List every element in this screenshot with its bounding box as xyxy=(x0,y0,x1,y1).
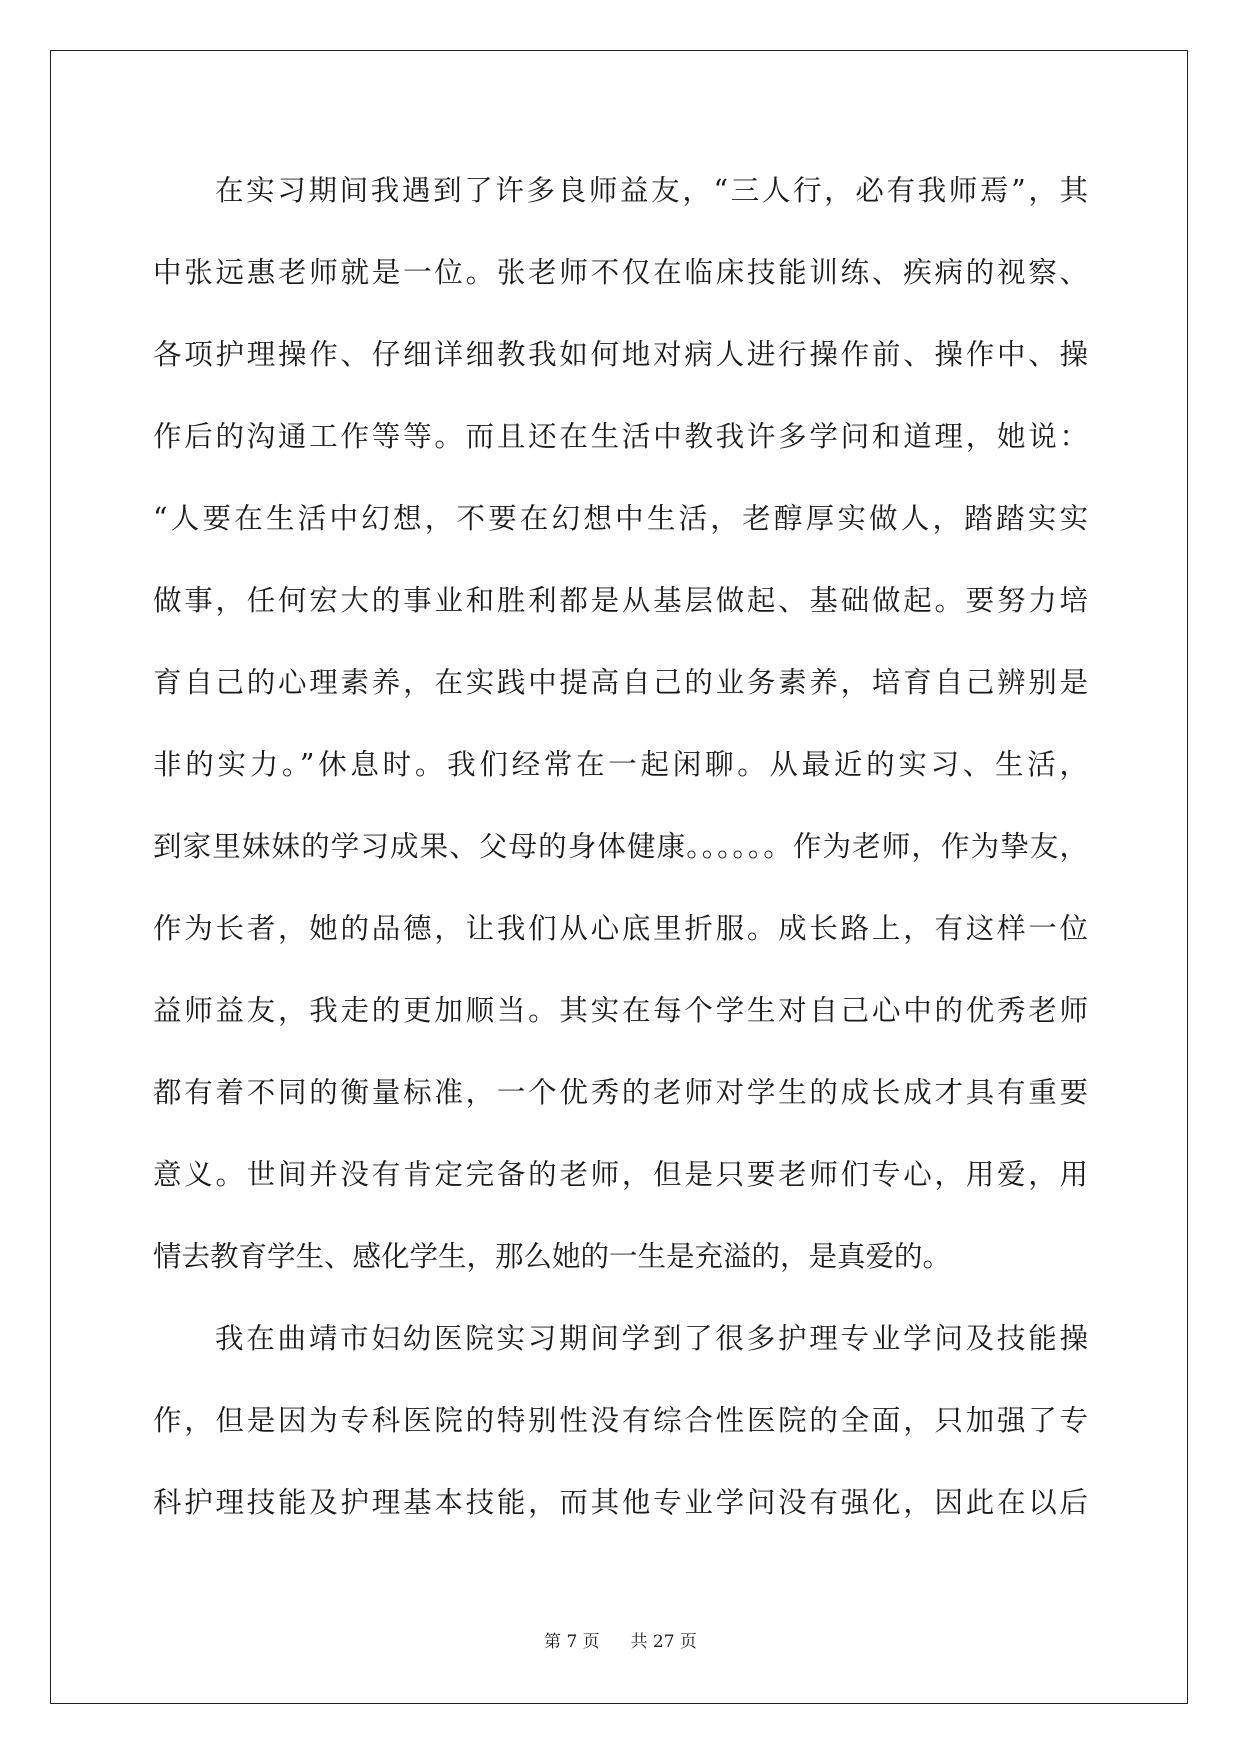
text-line: 我在曲靖市妇幼医院实习期间学到了很多护理专业学问及技能操 xyxy=(215,1322,1088,1355)
page-total: 共 27 页 xyxy=(630,1632,697,1652)
document-body xyxy=(153,160,1088,1554)
text-line: 都有着不同的衡量标准，一个优秀的老师对学生的成长成才具有重要 xyxy=(153,1076,1088,1109)
text-line: 到家里妹妹的学习成果、父母的身体健康。。。。。。作为老师，作为挚友， xyxy=(153,830,1088,863)
page-footer xyxy=(0,1627,1241,1652)
text-line: 作后的沟通工作等等。而且还在生活中教我许多学问和道理，她说： xyxy=(153,420,1088,453)
text-line: 意义。世间并没有肯定完备的老师，但是只要老师们专心，用爱，用 xyxy=(153,1158,1088,1191)
text-line: 情去教育学生、感化学生，那么她的一生是充溢的，是真爱的。 xyxy=(153,1240,952,1273)
page-number: 第 7 页 xyxy=(544,1632,600,1652)
text-line: “人要在生活中幻想，不要在幻想中生活，老醇厚实做人，踏踏实实 xyxy=(153,502,1088,535)
text-line: 作为长者，她的品德，让我们从心底里折服。成长路上，有这样一位 xyxy=(153,912,1088,945)
text-line: 益师益友，我走的更加顺当。其实在每个学生对自己心中的优秀老师 xyxy=(153,994,1088,1027)
text-line: 科护理技能及护理基本技能，而其他专业学问没有强化，因此在以后 xyxy=(153,1486,1088,1519)
text-line: 中张远惠老师就是一位。张老师不仅在临床技能训练、疾病的视察、 xyxy=(153,256,1088,289)
text-line: 育自己的心理素养，在实践中提高自己的业务素养，培育自己辨别是 xyxy=(153,666,1088,699)
text-line: 各项护理操作、仔细详细教我如何地对病人进行操作前、操作中、操 xyxy=(153,338,1088,371)
text-line: 在实习期间我遇到了许多良师益友，“三人行，必有我师焉”，其 xyxy=(215,174,1088,207)
text-line: 作，但是因为专科医院的特别性没有综合性医院的全面，只加强了专 xyxy=(153,1404,1088,1437)
text-line: 非的实力。”休息时。我们经常在一起闲聊。从最近的实习、生活， xyxy=(153,748,1088,781)
text-line: 做事，任何宏大的事业和胜利都是从基层做起、基础做起。要努力培 xyxy=(153,584,1088,617)
